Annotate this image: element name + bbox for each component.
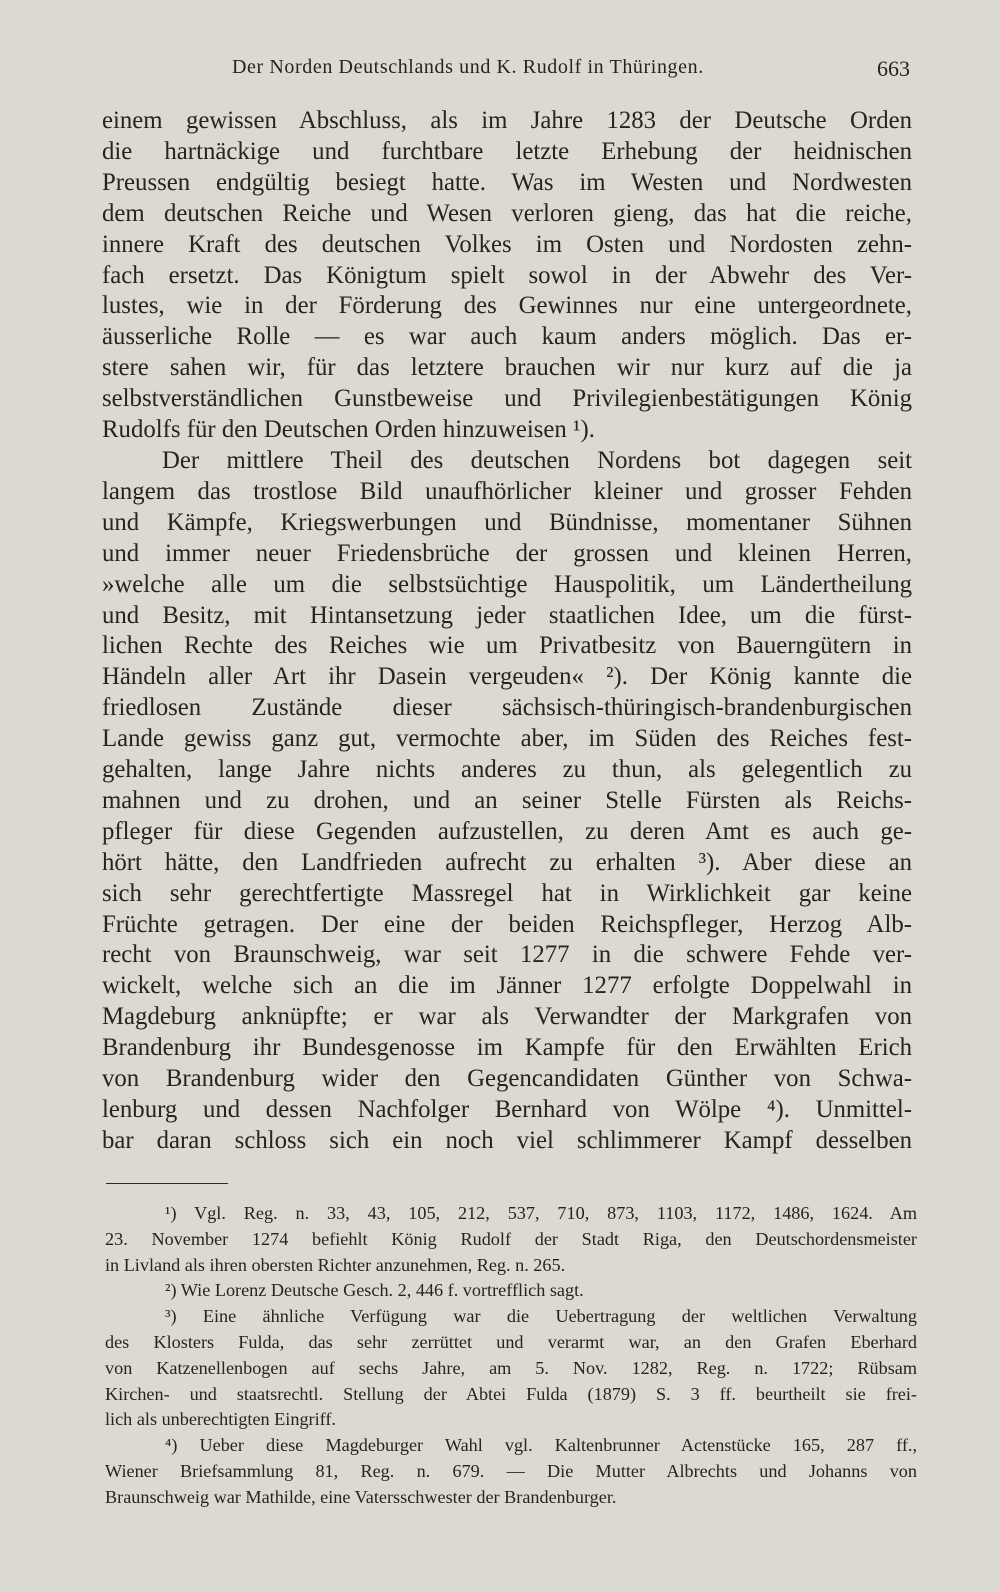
text-line: und Besitz, mit Hintansetzung jeder staatlichen Idee, um die fürst- xyxy=(102,601,912,629)
footnote-line: 23. November 1274 befiehlt König Rudolf der Stadt Riga, den Deutschordensmeister xyxy=(105,1228,917,1249)
footnote-line: ²) Wie Lorenz Deutsche Gesch. 2, 446 f. vortrefflich sagt. xyxy=(165,1280,584,1301)
text-line: lichen Rechte des Reiches wie um Privatbesitz von Bauerngütern in xyxy=(102,632,912,660)
text-line: stere sahen wir, für das letztere brauchen wir nur kurz auf die ja xyxy=(102,354,912,382)
text-line: Preussen endgültig besiegt hatte. Was im Westen und Nordwesten xyxy=(102,168,912,196)
text-line: einem gewissen Abschluss, als im Jahre 1283 der Deutsche Orden xyxy=(102,107,912,134)
text-line: äusserliche Rolle — es war auch kaum anders möglich. Das er- xyxy=(102,323,912,351)
text-line: recht von Braunschweig, war seit 1277 in die schwere Fehde ver- xyxy=(102,941,912,969)
text-line: Händeln aller Art ihr Dasein vergeuden« ²). Der König kannte die xyxy=(102,663,912,691)
main-text xyxy=(102,106,912,1157)
footnote-divider xyxy=(106,1183,228,1184)
text-line: gehalten, lange Jahre nichts anderes zu thun, als gelegentlich zu xyxy=(102,756,912,784)
text-line: friedlosen Zustände dieser sächsisch-thüringisch-brandenburgischen xyxy=(102,694,912,722)
text-line: dem deutschen Reiche und Wesen verloren gieng, das hat die reiche, xyxy=(102,199,912,227)
text-line: die hartnäckige und furchtbare letzte Erhebung der heidnischen xyxy=(102,137,912,165)
page-number: 663 xyxy=(877,56,910,81)
paragraph-start-line: Der mittlere Theil des deutschen Nordens bot dagegen seit xyxy=(162,446,912,474)
footnotes xyxy=(105,1201,917,1511)
text-line: Magdeburg anknüpfte; er war als Verwandter der Markgrafen von xyxy=(102,1003,912,1031)
text-line: pfleger für diese Gegenden aufzustellen, zu deren Amt es auch ge- xyxy=(102,817,912,845)
footnote-line: lich als unberechtigten Eingriff. xyxy=(105,1409,336,1430)
footnote-line: ³) Eine ähnliche Verfügung war die Uebertragung der weltlichen Verwaltung xyxy=(165,1306,917,1327)
text-line: mahnen und zu drohen, und an seiner Stelle Fürsten als Reichs- xyxy=(102,786,912,814)
text-line: Rudolfs für den Deutschen Orden hinzuweisen ¹). xyxy=(102,416,595,444)
text-line: bar daran schloss sich ein noch viel schlimmerer Kampf desselben xyxy=(102,1126,912,1154)
running-title: Der Norden Deutschlands und K. Rudolf in Thüringen. xyxy=(232,56,704,78)
footnote-line: ⁴) Ueber diese Magdeburger Wahl vgl. Kaltenbrunner Actenstücke 165, 287 ff., xyxy=(165,1435,917,1456)
text-line: hört hätte, den Landfrieden aufrecht zu erhalten ³). Aber diese an xyxy=(102,848,912,876)
footnote-line: Braunschweig war Mathilde, eine Vatersschwester der Brandenburger. xyxy=(105,1486,617,1507)
text-line: innere Kraft des deutschen Volkes im Osten und Nordosten zehn- xyxy=(102,230,912,258)
text-line: von Brandenburg wider den Gegencandidaten Günther von Schwa- xyxy=(102,1065,912,1093)
text-line: Lande gewiss ganz gut, vermochte aber, im Süden des Reiches fest- xyxy=(102,725,912,753)
text-line: »welche alle um die selbstsüchtige Hauspolitik, um Ländertheilung xyxy=(102,570,912,598)
text-line: und Kämpfe, Kriegswerbungen und Bündnisse, momentaner Sühnen xyxy=(102,508,912,536)
text-line: Brandenburg ihr Bundesgenosse im Kampfe für den Erwählten Erich xyxy=(102,1034,912,1062)
text-line: Früchte getragen. Der eine der beiden Reichspfleger, Herzog Alb- xyxy=(102,910,912,938)
footnote-line: des Klosters Fulda, das sehr zerrüttet und verarmt war, an den Grafen Eberhard xyxy=(105,1331,917,1352)
text-line: langem das trostlose Bild unaufhörlicher kleiner und grosser Fehden xyxy=(102,477,912,505)
footnote-line: von Katzenellenbogen auf sechs Jahre, am 5. Nov. 1282, Reg. n. 1722; Rübsam xyxy=(105,1357,917,1378)
text-line: wickelt, welche sich an die im Jänner 1277 erfolgte Doppelwahl in xyxy=(102,972,912,1000)
footnote-line: Wiener Briefsammlung 81, Reg. n. 679. — Die Mutter Albrechts und Johanns von xyxy=(105,1460,917,1481)
text-line: selbstverständlichen Gunstbeweise und Privilegienbestätigungen König xyxy=(102,385,912,413)
text-line: lustes, wie in der Förderung des Gewinnes nur eine untergeordnete, xyxy=(102,292,912,320)
footnote-line: ¹) Vgl. Reg. n. 33, 43, 105, 212, 537, 710, 873, 1103, 1172, 1486, 1624. Am xyxy=(165,1203,917,1223)
text-line: lenburg und dessen Nachfolger Bernhard von Wölpe ⁴). Unmittel- xyxy=(102,1096,912,1123)
text-line: und immer neuer Friedensbrüche der grossen und kleinen Herren, xyxy=(102,539,912,567)
footnote-line: Kirchen- und staatsrechtl. Stellung der Abtei Fulda (1879) S. 3 ff. beurtheilt sie frei- xyxy=(105,1383,917,1404)
text-line: fach ersetzt. Das Königtum spielt sowol in der Abwehr des Ver- xyxy=(102,261,912,289)
footnote-line: in Livland als ihren obersten Richter anzunehmen, Reg. n. 265. xyxy=(105,1254,566,1275)
text-line: sich sehr gerechtfertigte Massregel hat in Wirklichkeit gar keine xyxy=(102,879,912,907)
